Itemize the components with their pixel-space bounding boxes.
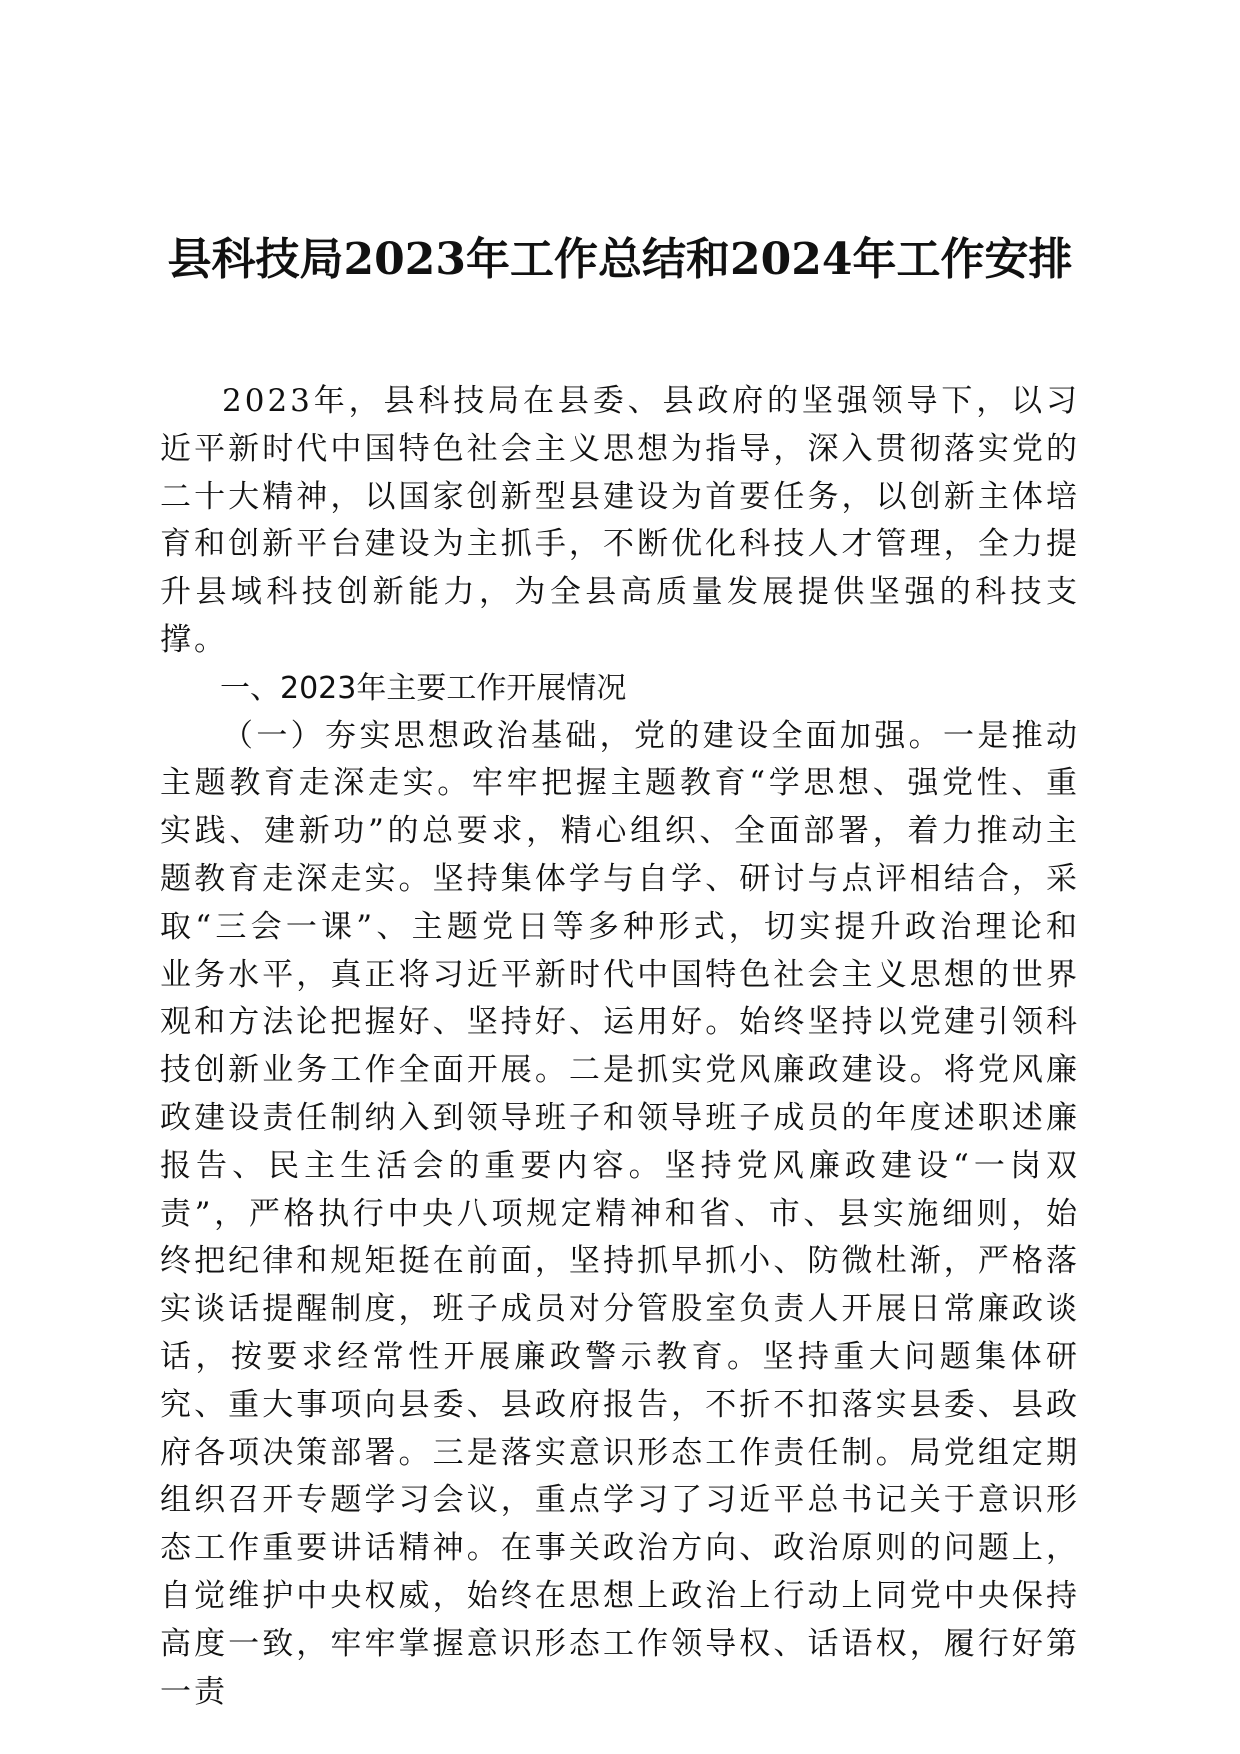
document-title: 县科技局2023年工作总结和2024年工作安排 [167,234,1073,285]
intro-paragraph: 2023年，县科技局在县委、县政府的坚强领导下，以习近平新时代中国特色社会主义思想为指导，深入贯彻落实党的二十大精神，以国家创新型县建设为首要任务，以创新主体培育和创新平台建设为主抓手，不断优化科技人才管理，全力提升县域科技创新能力，为全县高质量发展提供坚强的科技支撑。 [160,383,1080,658]
section-heading: 一、2023年主要工作开展情况 [220,670,627,706]
body-paragraph: （一）夯实思想政治基础，党的建设全面加强。一是推动主题教育走深走实。牢牢把握主题教育“学思想、强党性、重实践、建新功”的总要求，精心组织、全面部署，着力推动主题教育走深走实。坚持集体学与自学、研讨与点评相结合，采取“三会一课”、主题党日等多种形式，切实提升政治理论和业务水平，真正将习近平新时代中国特色社会主义思想的世界观和方法论把握好、坚持好、运用好。始终坚持以党建引领科技创新业务工作全面开展。二是抓实党风廉政建设。将党风廉政建设责任制纳入到领导班子和领导班子成员的年度述职述廉报告、民主生活会的重要内容。坚持党风廉政建设“一岗双责”，严格执行中央八项规定精神和省、市、县实施细则，始终把纪律和规矩挺在前面，坚持抓早抓小、防微杜渐，严格落实谈话提醒制度，班子成员对分管股室负责人开展日常廉政谈话，按要求经常性开展廉政警示教育。坚持重大问题集体研究、重大事项向县委、县政府报告，不折不扣落实县委、县政府各项决策部署。三是落实意识形态工作责任制。局党组定期组织召开专题学习会议，重点学习了习近平总书记关于意识形态工作重要讲话精神。在事关政治方向、政治原则的问题上，自觉维护中央权威，始终在思想上政治上行动上同党中央保持高度一致，牢牢掌握意识形态工作领导权、话语权，履行好第一责 [160,717,1080,1710]
document-body [160,378,1080,1716]
